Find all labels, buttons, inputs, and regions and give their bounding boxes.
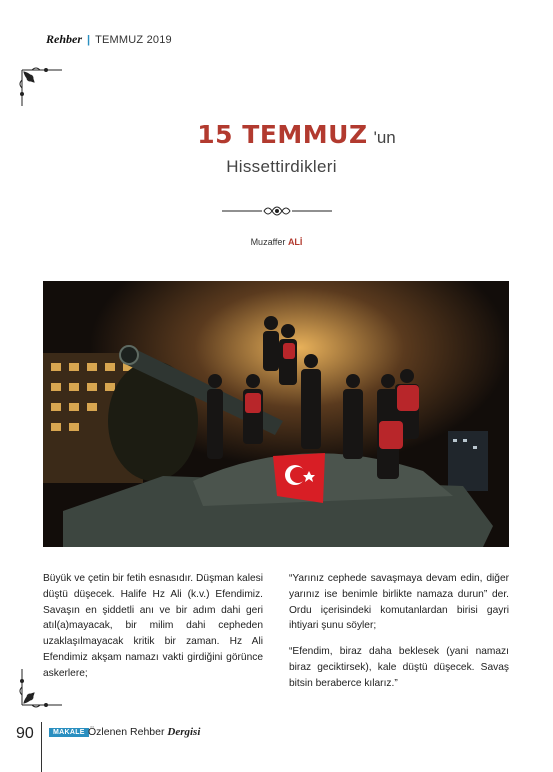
paragraph: “Efendim, biraz daha beklesek (yani namazı biraz geciktirsek), kale düştü düşecek. Savaş bitsin beraberce kılarız.” <box>289 646 509 689</box>
author-first-name: Muzaffer <box>250 237 286 247</box>
article-title <box>197 120 395 149</box>
title-main: 15 TEMMUZ <box>197 120 368 149</box>
author-byline <box>0 237 553 247</box>
paragraph: Büyük ve çetin bir fetih esnasıdır. Düşman kalesi düştü düşecek. Halife Hz Ali (k.v.) Efendimiz. Savaşın en şiddetli anı ve bir adım dahi geri atıl(a)mayacak, bir milim dahi cepheden uzaklaşılmayacak kritik bir zaman. Hz Ali Efendimiz akşam namazı vakti girdiğini görünce askerlere; <box>43 573 263 679</box>
divider-ornament-icon <box>222 204 332 218</box>
footer-divider <box>41 722 42 772</box>
corner-ornament-icon <box>16 64 66 110</box>
body-column-left <box>43 571 263 692</box>
running-header <box>46 32 172 47</box>
article-subtitle: Hissettirdikleri <box>226 157 337 176</box>
section-badge: MAKALE <box>49 728 89 737</box>
issue-date: TEMMUZ 2019 <box>95 33 172 46</box>
title-suffix: 'un <box>373 128 396 147</box>
article-photo <box>43 281 509 547</box>
author-last-name: ALİ <box>287 237 303 247</box>
magazine-name-text: Özlenen Rehber <box>88 726 165 738</box>
page-number: 90 <box>16 725 34 742</box>
header-separator: | <box>87 33 91 46</box>
brand-name: Rehber <box>46 32 82 46</box>
article-title-block <box>0 120 553 177</box>
magazine-name-strong: Dergisi <box>167 726 201 738</box>
paragraph: “Yarınız cephede savaşmaya devam edin, diğer yarınız ise benimle birlikte namaza durun” der. Ordu içerisindeki komutanlardan birisi gayri ihtiyari şunu söyler; <box>289 573 509 632</box>
body-column-right <box>289 571 509 702</box>
magazine-name <box>88 726 200 738</box>
